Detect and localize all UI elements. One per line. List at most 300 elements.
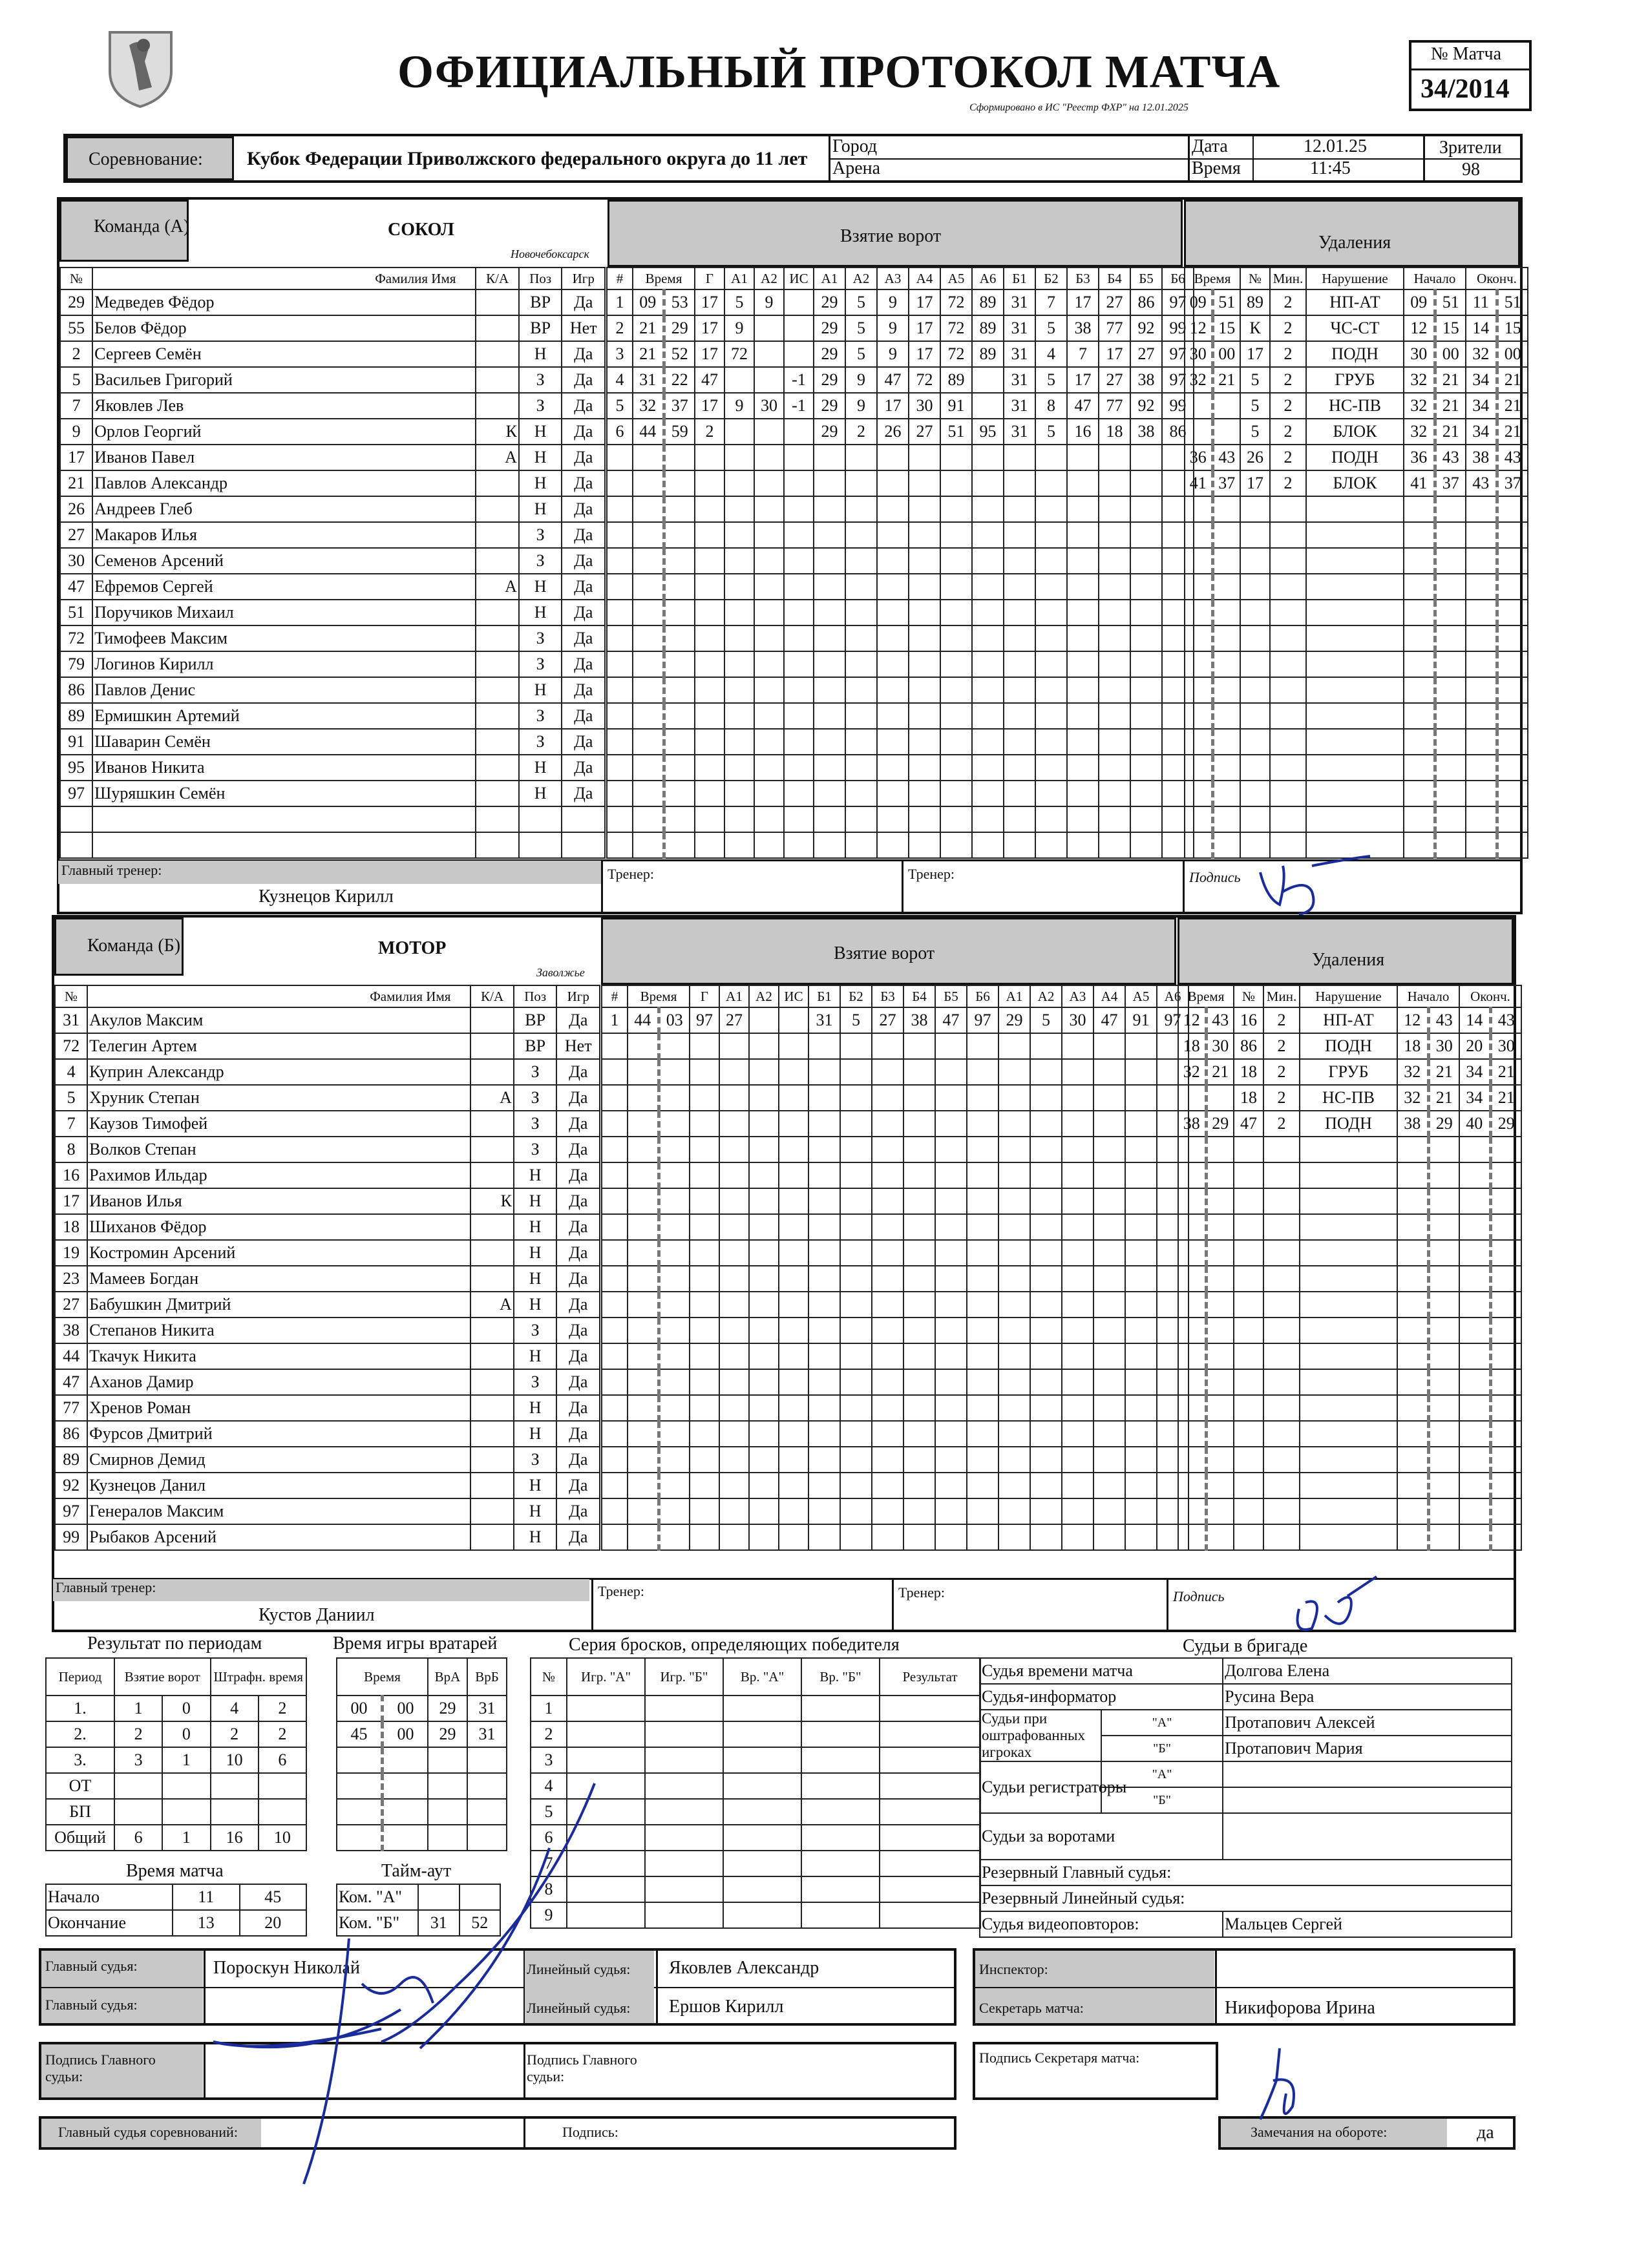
player-name: Волков Степан: [87, 1137, 470, 1162]
cell: [602, 1524, 628, 1550]
cell: [1240, 651, 1270, 677]
cell: [719, 1085, 749, 1111]
cell: [749, 1524, 779, 1550]
cell: [1490, 1343, 1521, 1369]
cell: [749, 1240, 779, 1266]
table-row: [607, 315, 1194, 341]
cell: [1263, 1240, 1300, 1266]
cell: [935, 1214, 967, 1240]
col-on-ice: А1: [814, 268, 845, 289]
player-name: Мамеев Богдан: [87, 1266, 470, 1292]
player-ka: [476, 755, 519, 781]
col-on-ice: А3: [877, 268, 909, 289]
on-ice-scoring: 29: [814, 393, 845, 419]
table-row: [1178, 1266, 1521, 1292]
table-row: [602, 1059, 1188, 1085]
main-referee-label: Главный судья:: [45, 1958, 138, 1974]
cell: [1490, 1162, 1521, 1188]
spectators-label: Зрители: [1439, 138, 1502, 158]
player-ka: К: [476, 419, 519, 445]
player-played: Да: [556, 1369, 600, 1395]
cell: [724, 755, 754, 781]
pen-start-sec: 21: [1428, 1085, 1459, 1111]
cell: [1125, 1266, 1157, 1292]
reserve-linesman-label: Резервный Линейный судья:: [980, 1885, 1512, 1911]
player-ka: [476, 367, 519, 393]
cell: [1404, 703, 1435, 729]
table-row: [55, 1498, 600, 1524]
cell: [607, 703, 633, 729]
cell: [1030, 1059, 1062, 1085]
pen-player: 16: [1234, 1007, 1263, 1033]
table-row: [60, 289, 605, 315]
cell: [1067, 832, 1099, 858]
cell: [690, 1395, 719, 1421]
cell: [814, 755, 845, 781]
table-row: [46, 1747, 306, 1773]
pen-second: [1212, 419, 1240, 445]
cell: [1185, 755, 1212, 781]
cell: [998, 1369, 1030, 1395]
cell: [1497, 703, 1528, 729]
cell: [1428, 1292, 1459, 1318]
on-ice-conceding: 47: [1067, 393, 1099, 419]
cell: [1263, 1162, 1300, 1188]
cell: [1300, 1369, 1397, 1395]
gk-b: 31: [467, 1696, 507, 1721]
player-number: 30: [60, 548, 92, 574]
pen-minutes: 2: [1270, 393, 1306, 419]
cell: [664, 574, 695, 600]
cell: [808, 1447, 840, 1473]
document-title: ОФИЦИАЛЬНЫЙ ПРОТОКОЛ МАТЧА: [397, 46, 1281, 98]
cell: [1404, 755, 1435, 781]
cell: [903, 1473, 935, 1498]
cell: [1099, 806, 1130, 832]
cell: [940, 600, 972, 625]
col-pen-end: Оконч.: [1466, 268, 1528, 289]
cell: [998, 1395, 1030, 1421]
team-a-coach-label: Тренер:: [607, 866, 655, 882]
cell: [1035, 806, 1067, 832]
goal-strength: [779, 1007, 808, 1033]
cell: [1004, 445, 1035, 470]
cell: [1459, 1137, 1490, 1162]
team-b-head-coach-label: Главный тренер:: [56, 1579, 156, 1595]
cell: [1263, 1473, 1300, 1498]
table-row: [602, 1266, 1188, 1292]
cell: [1062, 1395, 1093, 1421]
cell: [1240, 548, 1270, 574]
col-pen-min: Мин.: [1263, 985, 1300, 1007]
cell: [1125, 1524, 1157, 1550]
cell: [1466, 651, 1497, 677]
cell: [779, 1240, 808, 1266]
col-ka: К/А: [470, 985, 514, 1007]
goal-index: 1: [602, 1007, 628, 1033]
remarks-label: Замечания на обороте:: [1251, 2124, 1388, 2140]
player-number: 97: [55, 1498, 87, 1524]
cell: [1093, 1240, 1125, 1266]
cell: [1263, 1318, 1300, 1343]
cell: [845, 677, 877, 703]
on-ice-scoring: 29: [814, 289, 845, 315]
cell: [877, 781, 909, 806]
cell: [872, 1188, 903, 1214]
cell: [1035, 600, 1067, 625]
cell: [840, 1318, 872, 1343]
table-row: [1185, 574, 1528, 600]
scorers-label: Судьи регистраторы: [980, 1761, 1101, 1813]
on-ice-conceding: 31: [1004, 289, 1035, 315]
cell: [972, 548, 1004, 574]
cell: [1130, 651, 1162, 677]
cell: [1185, 651, 1212, 677]
table-row: [602, 1033, 1188, 1059]
player-number: 72: [55, 1033, 87, 1059]
cell: [967, 1085, 998, 1111]
cell: [1404, 574, 1435, 600]
pen-player: 17: [1240, 341, 1270, 367]
col-pen-end: Оконч.: [1459, 985, 1521, 1007]
pen-second: 43: [1212, 445, 1240, 470]
cell: [719, 1343, 749, 1369]
penalty-box-tag-a: "А": [1101, 1710, 1223, 1736]
cell: [695, 703, 724, 729]
cell: [1206, 1524, 1234, 1550]
player-played: Да: [562, 677, 605, 703]
cell: [1428, 1137, 1459, 1162]
player-number: 31: [55, 1007, 87, 1033]
goal-second: 53: [664, 289, 695, 315]
on-ice-conceding: 29: [998, 1007, 1030, 1033]
goal-assist2: [754, 367, 784, 393]
cell: [1125, 1369, 1157, 1395]
cell: [801, 1696, 880, 1721]
player-ka: [476, 522, 519, 548]
on-ice-scoring: 17: [909, 341, 940, 367]
table-row: [60, 315, 605, 341]
cell: [1099, 651, 1130, 677]
timeout-title: Тайм-аут: [381, 1861, 452, 1881]
player-number: 5: [55, 1085, 87, 1111]
table-row: [1185, 625, 1528, 651]
cell: [1185, 703, 1212, 729]
cell: [779, 1162, 808, 1188]
cell: [1306, 496, 1404, 522]
cell: [695, 755, 724, 781]
team-a-roster-table: [59, 267, 606, 859]
table-row: [607, 806, 1194, 832]
pen-end-min: 34: [1459, 1085, 1490, 1111]
gk-a: 29: [428, 1696, 467, 1721]
goal-judges-label: Судьи за воротами: [980, 1813, 1223, 1860]
on-ice-scoring: 47: [935, 1007, 967, 1033]
cell: [1306, 574, 1404, 600]
cell: [808, 1059, 840, 1085]
cell: [659, 1524, 690, 1550]
cell: [1004, 832, 1035, 858]
cell: [695, 781, 724, 806]
cell: [808, 1524, 840, 1550]
cell: [659, 1085, 690, 1111]
secretary-signature: [1241, 2042, 1318, 2132]
team-b-coach-signature: [1286, 1570, 1383, 1641]
on-ice-conceding: 16: [1067, 419, 1099, 445]
player-name: Рахимов Ильдар: [87, 1162, 470, 1188]
table-row: [60, 419, 605, 445]
player-ka: [470, 1240, 514, 1266]
cell: [659, 1214, 690, 1240]
col-pen-start: Начало: [1404, 268, 1466, 289]
cell: [903, 1395, 935, 1421]
cell: [784, 703, 814, 729]
cell: [1300, 1447, 1397, 1473]
cell: [1306, 755, 1404, 781]
cell: [1270, 806, 1306, 832]
pen-violation: ГРУБ: [1300, 1059, 1397, 1085]
goal-strength: [784, 341, 814, 367]
col-on-ice: А3: [1062, 985, 1093, 1007]
cell: [872, 1085, 903, 1111]
match-info-block: [63, 134, 1523, 183]
cell: [784, 677, 814, 703]
table-row: [607, 651, 1194, 677]
period-goals-a: 2: [114, 1721, 162, 1747]
cell: [1093, 1343, 1125, 1369]
period-goals-a: [114, 1799, 162, 1825]
officials-table: [979, 1657, 1512, 1938]
on-ice-scoring: 5: [845, 315, 877, 341]
player-ka: [470, 1524, 514, 1550]
gk-a: 29: [428, 1721, 467, 1747]
player-number: 27: [55, 1292, 87, 1318]
col-shootout: №: [531, 1658, 567, 1696]
cell: [1206, 1137, 1234, 1162]
pen-end-sec: 43: [1490, 1007, 1521, 1033]
cell: [690, 1162, 719, 1188]
pen-end-sec: 21: [1490, 1085, 1521, 1111]
cell: [1212, 781, 1240, 806]
cell: [749, 1318, 779, 1343]
cell: [940, 470, 972, 496]
cell: [1035, 755, 1067, 781]
pen-minute: 32: [1178, 1059, 1206, 1085]
cell: [719, 1162, 749, 1188]
player-ka: [476, 289, 519, 315]
table-row: [55, 1421, 600, 1447]
cell: [877, 548, 909, 574]
cell: [1185, 806, 1212, 832]
team-b-label: Команда (Б): [87, 936, 181, 956]
cell: [659, 1473, 690, 1498]
cell: [1270, 600, 1306, 625]
cell: [633, 600, 664, 625]
cell: [633, 496, 664, 522]
cell: [607, 677, 633, 703]
cell: [1428, 1498, 1459, 1524]
cell: [1234, 1240, 1263, 1266]
cell: [1062, 1498, 1093, 1524]
player-number: 99: [55, 1524, 87, 1550]
player-number: 27: [60, 522, 92, 548]
cell: [1125, 1111, 1157, 1137]
header-row: [337, 1658, 507, 1696]
cell: [1490, 1421, 1521, 1447]
player-position: З: [514, 1369, 557, 1395]
cell: [972, 651, 1004, 677]
cell: [1125, 1343, 1157, 1369]
cell: [602, 1240, 628, 1266]
table-row: [607, 496, 1194, 522]
cell: [628, 1085, 659, 1111]
cell: [1428, 1395, 1459, 1421]
player-ka: [476, 341, 519, 367]
cell: [784, 496, 814, 522]
col-on-ice: А6: [972, 268, 1004, 289]
period-name: Общий: [46, 1825, 114, 1851]
cell: [872, 1421, 903, 1447]
cell: [1099, 677, 1130, 703]
cell: [719, 1059, 749, 1085]
cell: [1240, 781, 1270, 806]
cell: [664, 600, 695, 625]
player-ka: [470, 1395, 514, 1421]
cell: [1459, 1498, 1490, 1524]
cell: [607, 755, 633, 781]
cell: [779, 1137, 808, 1162]
pen-minute: [1185, 393, 1212, 419]
cell: [602, 1085, 628, 1111]
table-row: [1178, 1188, 1521, 1214]
table-row: [1178, 1059, 1521, 1085]
cell: [749, 1059, 779, 1085]
table-row: [602, 1085, 1188, 1111]
cell: [877, 755, 909, 781]
cell: [664, 522, 695, 548]
cell: [940, 625, 972, 651]
cell: [1206, 1188, 1234, 1214]
cell: [998, 1111, 1030, 1137]
player-name: Тимофеев Максим: [92, 625, 476, 651]
cell: [607, 729, 633, 755]
cell: [877, 574, 909, 600]
player-played: Да: [562, 651, 605, 677]
cell: [724, 496, 754, 522]
cell: [633, 755, 664, 781]
col-a2: А2: [754, 268, 784, 289]
team-b-head-coach: Кустов Даниил: [259, 1605, 375, 1625]
on-ice-scoring: 29: [814, 315, 845, 341]
cell: [909, 755, 940, 781]
col-period-goals: Взятие ворот: [114, 1658, 211, 1696]
cell: [60, 806, 92, 832]
header-row: [602, 985, 1188, 1007]
cell: [967, 1111, 998, 1137]
cell: [628, 1473, 659, 1498]
col-gk-a: ВрА: [428, 1658, 467, 1696]
player-position: З: [514, 1447, 557, 1473]
on-ice-scoring: 31: [808, 1007, 840, 1033]
cell: [1404, 651, 1435, 677]
cell: [690, 1085, 719, 1111]
table-row: [1178, 1395, 1521, 1421]
cell: [1004, 729, 1035, 755]
cell: [998, 1085, 1030, 1111]
cell: [1067, 496, 1099, 522]
col-on-ice: Б5: [1130, 268, 1162, 289]
cell: [695, 832, 724, 858]
pen-end-sec: 21: [1490, 1059, 1521, 1085]
pen-second: 15: [1212, 315, 1240, 341]
cell: [628, 1498, 659, 1524]
cell: [779, 1447, 808, 1473]
col-on-ice: Б1: [1004, 268, 1035, 289]
goal-scorer: 17: [695, 341, 724, 367]
cell: [1300, 1524, 1397, 1550]
player-ka: [476, 496, 519, 522]
table-row: [60, 806, 605, 832]
shootout-num: 2: [531, 1721, 567, 1747]
pen-start-min: 32: [1404, 419, 1435, 445]
cell: [1099, 729, 1130, 755]
cell: [935, 1395, 967, 1421]
cell: [872, 1214, 903, 1240]
player-ka: [470, 1498, 514, 1524]
cell: [1240, 806, 1270, 832]
on-ice-conceding: 77: [1099, 315, 1130, 341]
cell: [940, 832, 972, 858]
cell: [1397, 1524, 1428, 1550]
cell: [1428, 1421, 1459, 1447]
cell: [840, 1033, 872, 1059]
cell: [880, 1799, 980, 1825]
col-shootout: Вр. "А": [723, 1658, 801, 1696]
period-pim-a: 2: [211, 1721, 259, 1747]
cell: [903, 1214, 935, 1240]
cell: [1035, 470, 1067, 496]
player-played: Да: [562, 574, 605, 600]
cell: [695, 496, 724, 522]
cell: [1212, 651, 1240, 677]
col-a1: А1: [719, 985, 749, 1007]
cell: [719, 1421, 749, 1447]
table-row: [1178, 1524, 1521, 1550]
cell: [607, 574, 633, 600]
cell: [1067, 600, 1099, 625]
team-a-goals-table: [606, 267, 1194, 859]
table-row: [602, 1524, 1188, 1550]
cell: [1030, 1137, 1062, 1162]
cell: [567, 1721, 645, 1747]
header-row: [531, 1658, 980, 1696]
player-played: Нет: [562, 315, 605, 341]
cell: [602, 1137, 628, 1162]
table-row: [55, 1318, 600, 1343]
player-played: Да: [562, 755, 605, 781]
pen-start-min: 09: [1404, 289, 1435, 315]
on-ice-conceding: 38: [1067, 315, 1099, 341]
cell: [724, 677, 754, 703]
cell: [1099, 625, 1130, 651]
table-row: [1178, 1369, 1521, 1395]
arena-label: Арена: [832, 158, 881, 178]
cell: [1125, 1318, 1157, 1343]
table-row: [1185, 496, 1528, 522]
cell: [872, 1524, 903, 1550]
cell: [659, 1447, 690, 1473]
cell: [1099, 755, 1130, 781]
